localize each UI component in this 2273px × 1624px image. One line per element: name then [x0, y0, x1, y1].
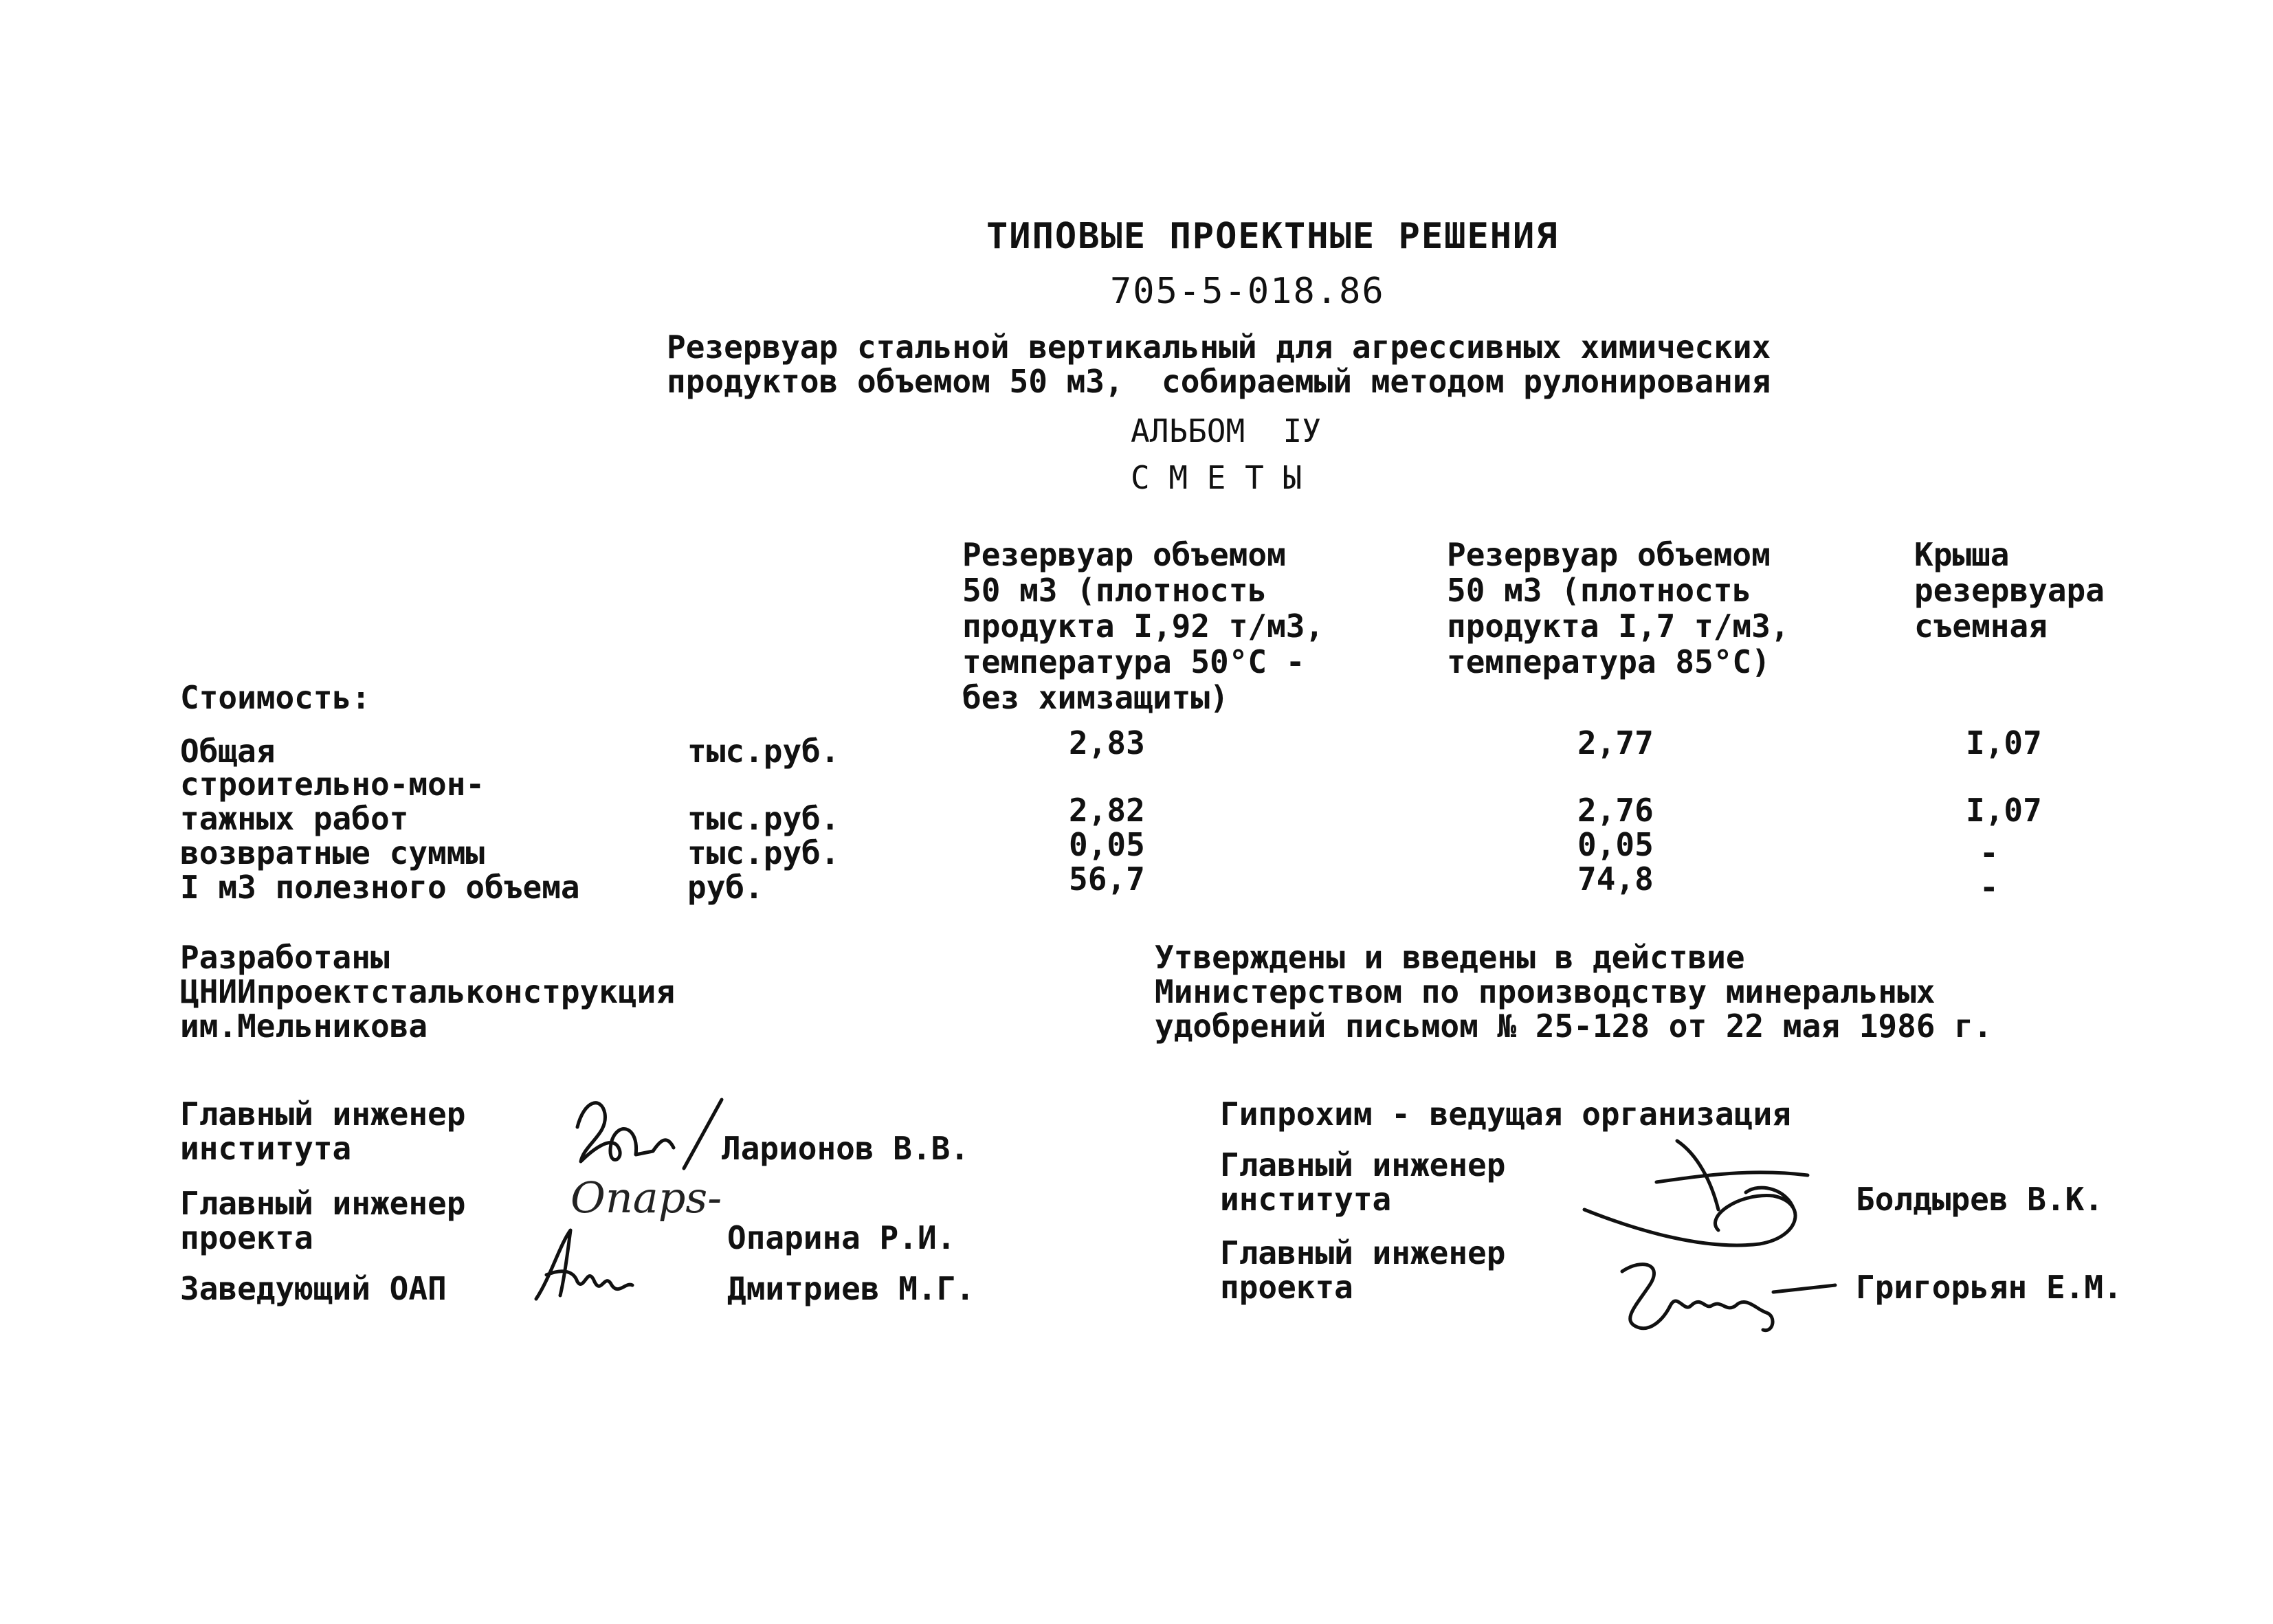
series-title: ТИПОВЫЕ ПРОЕКТНЫЕ РЕШЕНИЯ [986, 216, 1559, 257]
description-line-2: продуктов объемом 50 м3, собираемый методом рулонирования [667, 363, 1771, 400]
description-line-1: Резервуар стальной вертикальный для агрессивных химических [667, 329, 1771, 366]
album-label: АЛЬБОМ IУ [1131, 412, 1321, 449]
signature-boldyrev [1581, 1127, 1842, 1251]
signature-oparina: Опарs- [570, 1172, 722, 1223]
signature-dmitriev [529, 1216, 653, 1313]
section-title: С М Е Т Ы [1131, 459, 1302, 496]
signature-grigoryan [1608, 1244, 1870, 1340]
cost-label: Стоимость: [180, 679, 370, 716]
lead-organization: Гипрохим - ведущая организация [1220, 1095, 1791, 1133]
document-code: 705-5-018.86 [1110, 271, 1385, 312]
signature-larionov [564, 1086, 729, 1182]
document-page: ТИПОВЫЕ ПРОЕКТНЫЕ РЕШЕНИЯ 705-5-018.86 Резервуар стальной вертикальный для агрессивных химических продуктов объемом 50 м3, собираемый методом рулонирования АЛЬБОМ IУ С М Е Т Ы Резервуар объемом 50 м3 (плотность продукта I,92 т/м3, температура 50°С - без химзащиты) Резервуар объемом 50 м3 (плотность продукта I,7 т/м3, температура 85°С) Крыша резервуара съемная Стоимость: Общая тыс.руб. 2,83 2,77 I,07 строительно-мон- тажных работ тыс.руб. 2,82 2,76 I,07 возвратные суммы тыс.руб. 0,05 0,05 - I м3 полезного объема руб. 56,7 74,8 - Разработаны ЦНИИпроектстальконструкция им.Мельникова Утверждены и введены в действие Министерством по производству минеральных удобрений письмом № 25-128 от 22 мая 1986 г. Главный инженер института Ларионов В.В. Главный инженер проекта Опарина Р.И. Заведующий ОАП Дмитриев М.Г. Опарs- Гипрохим - ведущая организация Главный инженер института Болдырев В.К. Главный инженер проекта Григорьян Е.М. [0, 0, 2273, 1624]
